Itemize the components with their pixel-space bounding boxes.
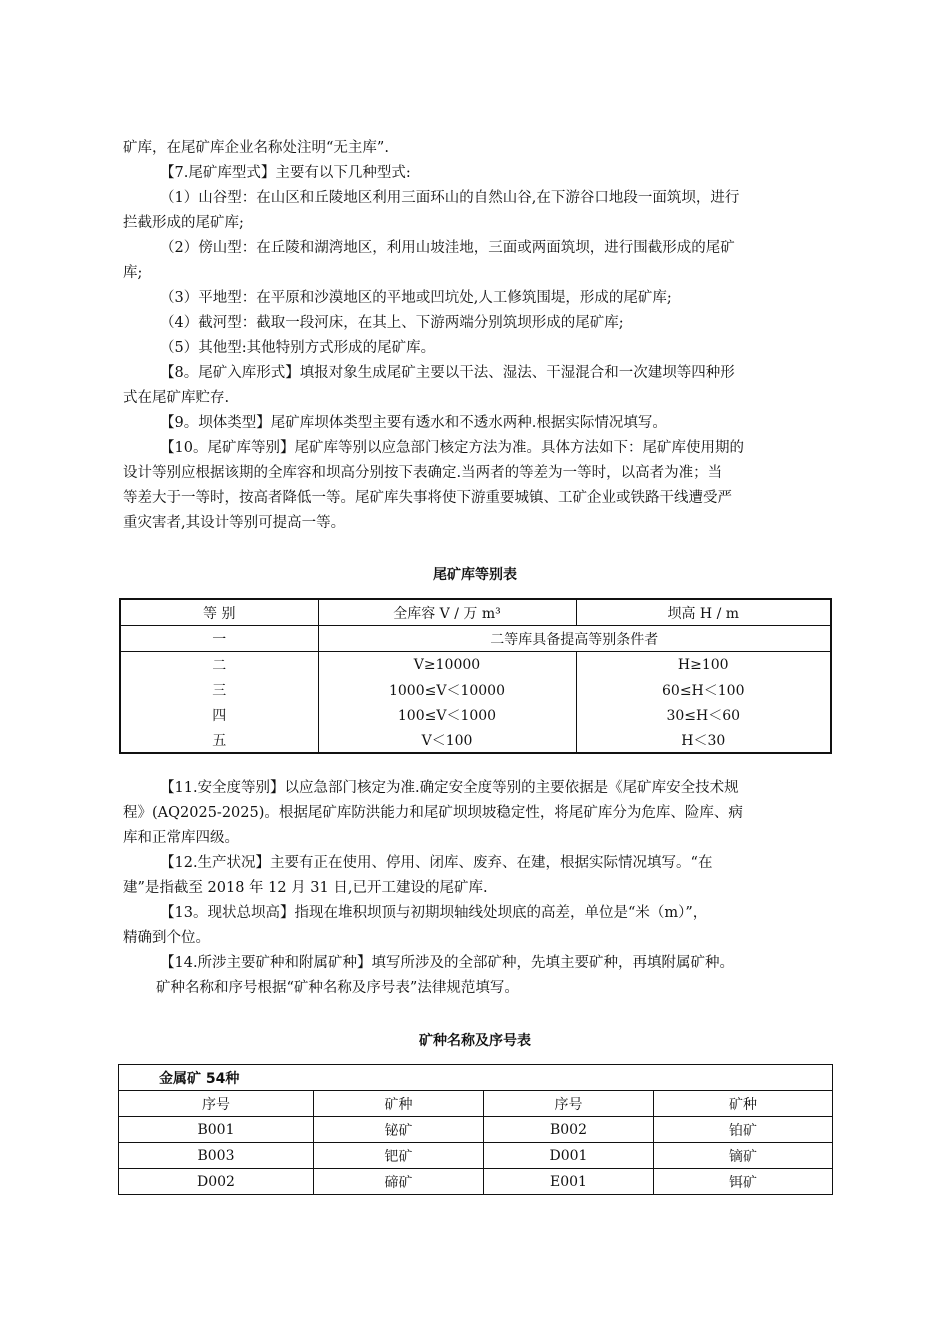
grade-table-caption: 尾矿库等别表 [433, 567, 517, 583]
type-valley-line2: 拦截形成的尾矿库; [123, 215, 244, 231]
section-10-line2: 设计等别应根据该期的全库容和坝高分别按下表确定.当两者的等差为一等时，以高者为准；当 [123, 465, 723, 481]
sections-11-14 [123, 776, 833, 1001]
section-13-line2: 精确到个位。 [123, 930, 210, 946]
section-8-line1: 【8。尾矿入库形式】填报对象生成尾矿主要以干法、湿法、干湿混合和一次建坝等四种形 [160, 365, 735, 381]
section-11-line1: 【11.安全度等别】以应急部门核定为准.确定安全度等别的主要依据是《尾矿库安全技术规 [160, 780, 739, 796]
section-7-heading: 【7.尾矿库型式】主要有以下几种型式: [160, 165, 411, 181]
section-12-line2: 建”是指截至 2018 年 12 月 31 日,已开工建设的尾矿库. [123, 880, 488, 896]
mineral-group-row [119, 1065, 833, 1091]
section-10-line3: 等差大于一等时，按高者降低一等。尾矿库失事将使下游重要城镇、工矿企业或铁路干线遭受严 [123, 490, 732, 506]
header-capacity: 全库容 V / 万 m³ [318, 599, 576, 626]
section-10-line4: 重灾害者,其设计等别可提高一等。 [123, 515, 346, 531]
section-13-line1: 【13。现状总坝高】指现在堆积坝顶与初期坝轴线处坝底的高差，单位是“米（m）”， [160, 905, 708, 921]
table-row: 二 V≥10000 H≥100 [120, 652, 831, 678]
type-flatland: （3）平地型：在平原和沙漠地区的平地或凹坑处,人工修筑围堤，形成的尾矿库; [160, 290, 672, 306]
table-row: B001 铋矿 B002 铂矿 [119, 1117, 833, 1143]
mineral-table-caption: 矿种名称及序号表 [419, 1033, 531, 1049]
section-11-line3: 库和正常库四级。 [123, 830, 239, 846]
paragraph-continued: 矿库，在尾矿库企业名称处注明“无主库”. [123, 140, 389, 156]
table-row: B003 钯矿 D001 镝矿 [119, 1143, 833, 1169]
table-row: 三 1000≤V＜10000 60≤H＜100 [120, 677, 831, 702]
mineral-group-label: 金属矿 54种 [119, 1065, 833, 1091]
table-row: 五 V＜100 H＜30 [120, 727, 831, 753]
table-row: D002 碲矿 E001 铒矿 [119, 1169, 833, 1195]
type-other: （5）其他型:其他特别方式形成的尾矿库。 [160, 340, 436, 356]
type-river: （4）截河型：截取一段河床，在其上、下游两端分别筑坝形成的尾矿库; [160, 315, 624, 331]
mineral-table [118, 1064, 833, 1195]
section-7-reservoir-types [123, 161, 833, 536]
type-hillside-line1: （2）傍山型：在丘陵和湖湾地区，利用山坡洼地，三面或两面筑坝，进行围截形成的尾矿 [160, 240, 735, 256]
section-8-line2: 式在尾矿库贮存. [123, 390, 230, 406]
section-14-line2: 矿种名称和序号根据“矿种名称及序号表”法律规范填写。 [156, 980, 519, 996]
header-grade: 等 别 [120, 599, 318, 626]
type-valley-line1: （1）山谷型：在山区和丘陵地区利用三面环山的自然山谷,在下游谷口地段一面筑坝，进行 [160, 190, 740, 206]
section-12-line1: 【12.生产状况】主要有正在使用、停用、闭库、废弃、在建，根据实际情况填写。“在 [160, 855, 713, 871]
type-hillside-line2: 库; [123, 265, 143, 281]
table-row: 一 二等库具备提高等别条件者 [120, 626, 831, 652]
section-14-line1: 【14.所涉主要矿种和附属矿种】填写所涉及的全部矿种，先填主要矿种，再填附属矿种。 [160, 955, 735, 971]
grade-table-header [120, 599, 831, 626]
section-10-line1: 【10。尾矿库等别】尾矿库等别以应急部门核定方法为准。具体方法如下：尾矿库使用期的 [160, 440, 744, 456]
table-row: 四 100≤V＜1000 30≤H＜60 [120, 702, 831, 727]
header-dam-height: 坝高 H / m [576, 599, 831, 626]
section-11-line2: 程》(AQ2025-2025)。根据尾矿库防洪能力和尾矿坝坝坡稳定性，将尾矿库分为危库、险库、病 [123, 805, 743, 821]
mineral-table-header: 序号 矿种 序号 矿种 [119, 1091, 833, 1117]
section-9: 【9。坝体类型】尾矿库坝体类型主要有透水和不透水两种.根据实际情况填写。 [160, 415, 667, 431]
grade-table [119, 598, 832, 754]
